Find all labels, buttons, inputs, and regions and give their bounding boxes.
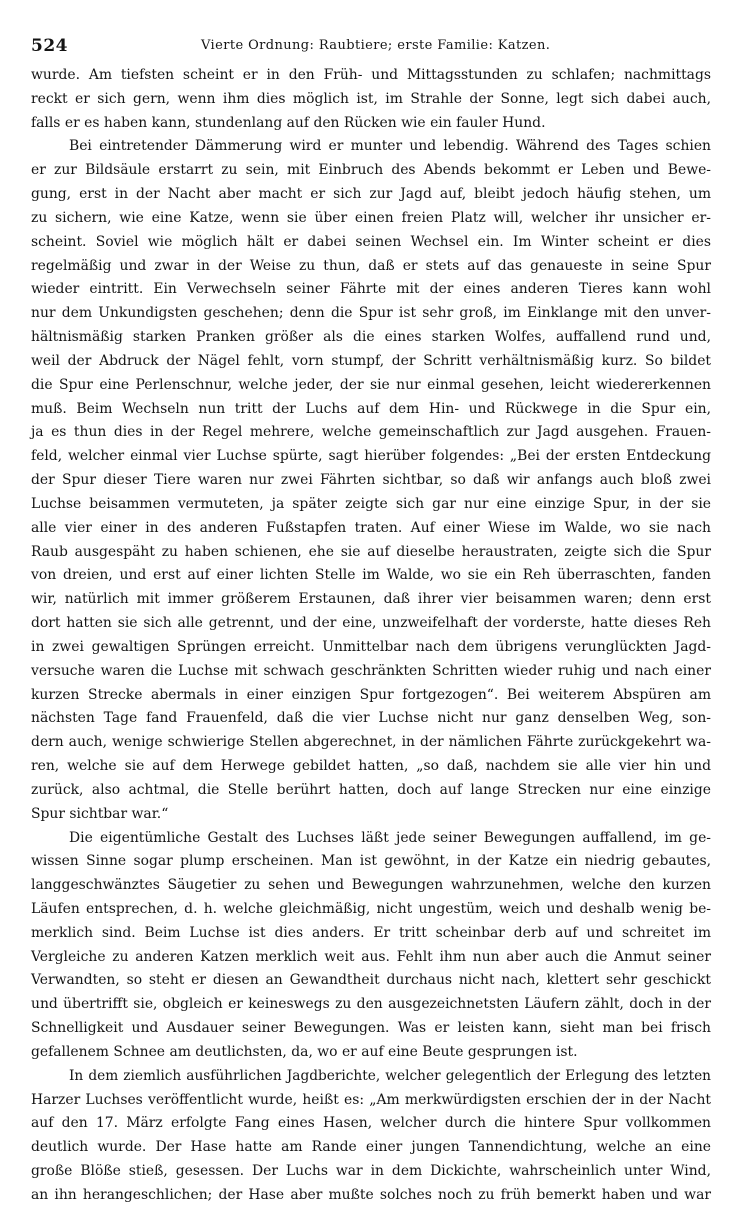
text-line: falls er es haben kann, stundenlang auf den Rücken wie ein fauler Hund. [31,114,546,131]
text-line: große Blöße stieß, gesessen. Der Luchs war in dem Dickichte, wahrscheinlich unter Wind, [31,1163,711,1180]
text-line: ren, welche sie auf dem Herwege gebildet hatten, „so daß, nachdem sie alle vier hin und [31,758,711,775]
text-line: Bei eintretender Dämmerung wird er munter und lebendig. Während des Tages schien [69,138,711,155]
paragraph [31,1065,711,1208]
text-line: hältnismäßig starken Pranken größer als die eines starken Wolfes, auffallend rund und, [31,329,711,346]
text-line: weil der Abdruck der Nägel fehlt, vorn stumpf, der Schritt verhältnismäßig kurz. So bildet [31,352,711,369]
text-line: Vergleiche zu anderen Katzen merklich weit aus. Fehlt ihm nun aber auch die Anmut seiner [31,948,711,965]
text-line: Schnelligkeit und Ausdauer seiner Bewegungen. Was er leisten kann, sieht man bei frisch [31,1020,711,1037]
text-line: regelmäßig und zwar in der Weise zu thun, daß er stets auf das genaueste in seine Spur [31,257,711,274]
text-line: an ihn herangeschlichen; der Hase aber mußte solches noch zu früh bemerkt haben und war [31,1186,711,1203]
text-line: Spur sichtbar war.“ [31,805,169,822]
text-line: zu sichern, wie eine Katze, wenn sie über einen freien Platz will, welcher ihr unsicher er- [31,209,711,226]
text-line: gung, erst in der Nacht aber macht er sich zur Jagd auf, bleibt jedoch häufig stehen, um [31,186,711,203]
text-line: nur dem Unkundigsten geschehen; denn die Spur ist sehr groß, im Einklange mit den unver- [31,305,711,322]
text-line: ja es thun dies in der Regel mehrere, welche gemeinschaftlich zur Jagd ausgehen. Frauen- [31,424,711,441]
paragraph [31,135,711,826]
paragraph [31,827,711,1065]
page-header [31,36,711,58]
text-line: kurzen Strecke abermals in einer einzigen Spur fortgezogen“. Bei weiterem Abspüren am [31,686,711,703]
text-line: deutlich wurde. Der Hase hatte am Rande einer jungen Tannendichtung, welche an eine [31,1139,711,1156]
text-line: langgeschwänztes Säugetier zu sehen und Bewegungen wahrzunehmen, welche den kurzen [31,877,711,894]
text-line: feld, welcher einmal vier Luchse spürte, sagt hierüber folgendes: „Bei der ersten Entdeckung [31,448,711,465]
text-line: Luchse beisammen vermuteten, ja später zeigte sich gar nur eine einzige Spur, in der sie [31,495,711,512]
text-line: in zwei gewaltigen Sprüngen erreicht. Unmittelbar nach dem übrigens verunglückten Jagd- [31,638,711,655]
text-line: Läufen entsprechen, d. h. welche gleichmäßig, nicht ungestüm, weich und deshalb wenig be- [31,900,711,917]
page-body-text [31,64,711,1208]
text-line: gefallenem Schnee am deutlichsten, da, wo er auf eine Beute gesprungen ist. [31,1043,578,1060]
paragraph [31,64,711,135]
text-line: von dreien, und erst auf einer lichten Stelle im Walde, wo sie ein Reh überraschten, fanden [31,567,711,584]
text-line: der Spur dieser Tiere waren nur zwei Fährten sichtbar, so daß wir anfangs auch bloß zwei [31,472,711,489]
text-line: Die eigentümliche Gestalt des Luchses läßt jede seiner Bewegungen auffallend, im ge- [69,829,711,846]
text-line: alle vier einer in des anderen Fußstapfen traten. Auf einer Wiese im Walde, wo sie nach [31,519,711,536]
text-line: nächsten Tage fand Frauenfeld, daß die vier Luchse nicht nur ganz denselben Weg, son- [31,710,711,727]
text-line: auf den 17. März erfolgte Fang eines Hasen, welcher durch die hintere Spur vollkommen [31,1115,711,1132]
text-line: merklich sind. Beim Luchse ist dies anders. Er tritt scheinbar derb auf und schreitet im [31,924,711,941]
text-line: Raub ausgespäht zu haben schienen, ehe sie auf dieselbe heraustraten, zeigte sich die Spur [31,543,711,560]
text-line: reckt er sich gern, wenn ihm dies möglich ist, im Strahle der Sonne, legt sich dabei auch, [31,90,711,107]
text-line: versuche waren die Luchse mit schwach geschränkten Schritten wieder ruhig und nach einer [31,662,711,679]
text-line: Harzer Luchses veröffentlicht wurde, heißt es: „Am merkwürdigsten erschien der in der Nacht [31,1091,711,1108]
text-line: wieder eintritt. Ein Verwechseln seiner Fährte mit der eines anderen Tieres kann wohl [31,281,711,298]
text-line: Verwandten, so steht er diesen an Gewandtheit durchaus nicht nach, klettert sehr geschickt [31,972,711,989]
text-line: zurück, also achtmal, die Stelle berührt hatten, doch auf lange Strecken nur eine einzige [31,781,711,798]
text-line: und übertrifft sie, obgleich er keineswegs zu den ausgezeichnetsten Läufern zählt, doch in der [31,996,711,1013]
text-line: wir, natürlich mit immer größerem Erstaunen, daß ihrer vier beisammen waren; denn erst [31,591,711,608]
text-line: muß. Beim Wechseln nun tritt der Luchs auf dem Hin- und Rückwege in die Spur ein, [31,400,711,417]
text-line: er zur Bildsäule erstarrt zu sein, mit Einbruch des Abends bekommt er Leben und Bewe- [31,162,711,179]
text-line: wurde. Am tiefsten scheint er in den Früh- und Mittagsstunden zu schlafen; nachmittags [31,67,711,83]
text-line: wissen Sinne sogar plump erscheinen. Man ist gewöhnt, in der Katze ein niedrig gebautes, [31,853,711,870]
text-line: scheint. Soviel wie möglich hält er dabei seinen Wechsel ein. Im Winter scheint er dies [31,233,711,250]
page-number: 524 [31,36,68,56]
running-title: Vierte Ordnung: Raubtiere; erste Familie: Katzen. [201,38,551,53]
text-line: die Spur eine Perlenschnur, welche jeder, der sie nur einmal gesehen, leicht wiedererkennen [31,376,711,393]
text-line: In dem ziemlich ausführlichen Jagdberichte, welcher gelegentlich der Erlegung des letzten [69,1067,711,1084]
text-line: dort hatten sie sich alle getrennt, und der eine, unzweifelhaft der vorderste, hatte dieses Reh [31,615,711,632]
text-line: dern auch, wenige schwierige Stellen abgerechnet, in der nämlichen Fährte zurückgekehrt wa- [31,734,711,751]
